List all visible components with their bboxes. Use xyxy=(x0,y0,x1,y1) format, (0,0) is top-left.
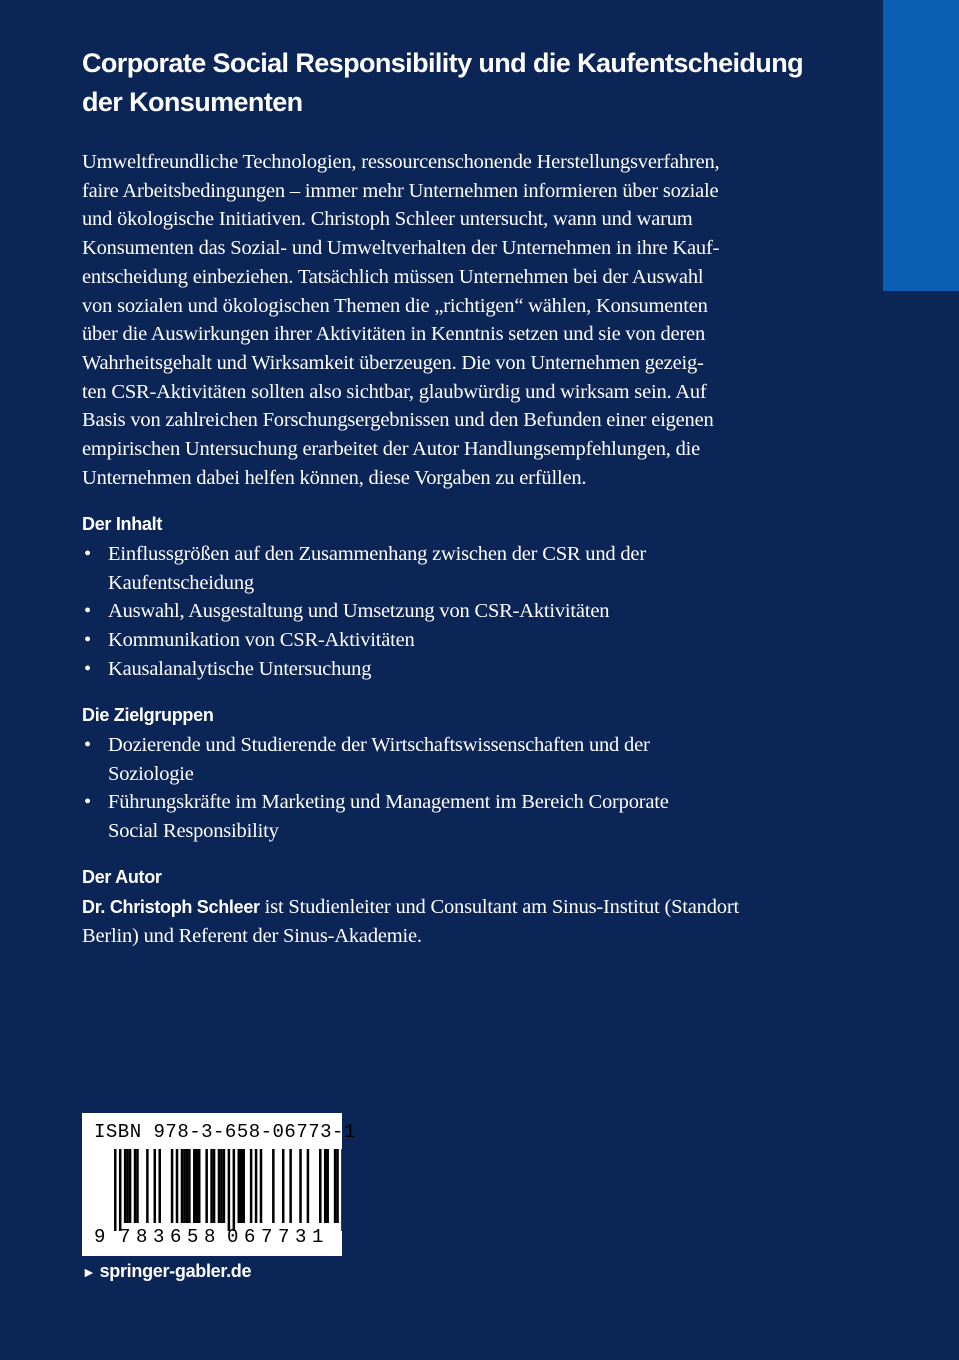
barcode-bar xyxy=(198,1149,201,1223)
barcode-bar xyxy=(218,1149,221,1223)
ean-digit: 7 xyxy=(119,1226,131,1248)
list-item-text: Dozierende und Studierende der Wirtschaftswissenschaften und der xyxy=(108,734,650,756)
list-item-text: Führungskräfte im Marketing und Management im Bereich Corporate xyxy=(108,791,669,814)
abstract-line: entscheidung einbeziehen. Tatsächlich müssen Unternehmen bei der Auswahl xyxy=(82,265,704,288)
list-item-text: Kaufentscheidung xyxy=(108,571,254,594)
ean-digit: 8 xyxy=(204,1226,216,1248)
ean-digit: 8 xyxy=(136,1226,148,1248)
ean-digits xyxy=(82,1226,342,1252)
section-heading: Der Inhalt xyxy=(82,514,163,534)
barcode-bar xyxy=(334,1149,337,1223)
bullet-icon: • xyxy=(84,657,91,680)
abstract-line: von sozialen und ökologischen Themen die „richtigen“ wählen, Konsumenten xyxy=(82,294,708,317)
author-name: Dr. Christoph Schleer xyxy=(82,897,260,917)
barcode-bar xyxy=(196,1149,199,1223)
abstract-line: faire Arbeitsbedingungen – immer mehr Unternehmen informieren über soziale xyxy=(82,179,719,202)
audience-section xyxy=(82,703,822,846)
barcode-bar xyxy=(129,1149,132,1223)
ean-digit: 6 xyxy=(170,1226,182,1248)
contents-section xyxy=(82,512,822,684)
barcode-bar xyxy=(319,1149,322,1223)
ean-digit: 9 xyxy=(94,1226,106,1248)
abstract-line: empirischen Untersuchung erarbeitet der Autor Handlungsempfehlungen, die xyxy=(82,438,701,461)
barcode-bar xyxy=(324,1149,327,1223)
abstract xyxy=(82,148,802,492)
barcode-bar xyxy=(223,1149,226,1223)
list-item-text: Soziologie xyxy=(108,762,194,785)
barcode-bar xyxy=(210,1149,213,1223)
abstract-line: Konsumenten das Sozial- und Umweltverhalten der Unternehmen in ihre Kauf- xyxy=(82,237,720,260)
abstract-line: über die Auswirkungen ihrer Aktivitäten in Kenntnis setzen und sie von deren xyxy=(82,323,706,346)
list-item xyxy=(82,626,822,655)
bullet-icon: • xyxy=(84,629,91,652)
author-bio-line xyxy=(82,893,822,922)
barcode-bar xyxy=(193,1149,196,1223)
bullet-icon: • xyxy=(84,791,91,814)
abstract-line: ten CSR-Aktivitäten sollten also sichtbar, glaubwürdig und wirksam sein. Auf xyxy=(82,380,707,403)
list-item-text: Kommunikation von CSR-Aktivitäten xyxy=(108,629,415,652)
list-item xyxy=(82,655,822,684)
list-item xyxy=(82,540,822,597)
arrow-right-icon: ► xyxy=(82,1264,96,1280)
barcode-bar xyxy=(188,1149,191,1223)
list-item xyxy=(82,597,822,626)
bullet-icon: • xyxy=(84,734,91,756)
barcode-bar xyxy=(134,1149,137,1223)
list-item xyxy=(82,731,822,788)
ean-digit: 6 xyxy=(244,1226,256,1248)
barcode-bar xyxy=(186,1149,189,1223)
author-bio-line: Berlin) und Referent der Sinus-Akademie. xyxy=(82,924,422,947)
abstract-line: Wahrheitsgehalt und Wirksamkeit überzeugen. Die von Unternehmen gezeig- xyxy=(82,351,704,374)
barcode-bar xyxy=(289,1149,292,1223)
barcode-bar xyxy=(326,1149,329,1223)
barcode-bar xyxy=(238,1149,241,1223)
barcode-bar xyxy=(282,1149,285,1223)
section-heading: Der Autor xyxy=(82,867,162,887)
barcode-bar xyxy=(255,1149,258,1223)
list-item-text: Einflussgrößen auf den Zusammenhang zwischen der CSR und der xyxy=(108,543,646,565)
audience-list xyxy=(82,731,822,846)
title-line: der Konsumenten xyxy=(82,87,303,117)
isbn-barcode xyxy=(82,1113,356,1256)
barcode-bar xyxy=(213,1149,216,1223)
list-item-text: Kausalanalytische Untersuchung xyxy=(108,657,372,680)
barcode-guard-bar xyxy=(119,1149,122,1231)
barcode-bar xyxy=(183,1149,186,1223)
barcode-bar xyxy=(154,1149,157,1223)
barcode-bar xyxy=(220,1149,223,1223)
ean-digit: 3 xyxy=(153,1226,165,1248)
barcode-bar xyxy=(171,1149,174,1223)
book-title xyxy=(82,44,862,122)
list-item xyxy=(82,788,822,845)
barcode-bar xyxy=(136,1149,139,1223)
barcode-bar xyxy=(124,1149,127,1223)
publisher-url: springer-gabler.de xyxy=(99,1261,252,1281)
list-item-text: Social Responsibility xyxy=(108,820,279,843)
ean-digit: 1 xyxy=(312,1226,324,1248)
bullet-icon: • xyxy=(84,543,91,565)
list-item-text: Auswahl, Ausgestaltung und Umsetzung von CSR-Aktivitäten xyxy=(108,600,610,623)
accent-bar xyxy=(883,0,959,291)
ean-digit: 7 xyxy=(278,1226,290,1248)
abstract-line: Umweltfreundliche Technologien, ressourcenschonende Herstellungsverfahren, xyxy=(82,151,720,173)
barcode-bar xyxy=(242,1149,245,1223)
barcode-bar xyxy=(126,1149,129,1223)
barcode-bar xyxy=(146,1149,149,1223)
isbn-number: ISBN 978-3-658-06773-1 xyxy=(94,1121,356,1143)
barcode-bar xyxy=(299,1149,302,1223)
bullet-icon: • xyxy=(84,600,91,623)
author-section xyxy=(82,865,822,950)
ean-digit: 5 xyxy=(187,1226,199,1248)
abstract-line: Basis von zahlreichen Forschungsergebnissen und den Befunden einer eigenen xyxy=(82,409,714,432)
publisher-link[interactable] xyxy=(82,1261,251,1282)
barcode-bar xyxy=(205,1149,208,1223)
ean-digit: 3 xyxy=(295,1226,307,1248)
ean-digit: 7 xyxy=(261,1226,273,1248)
barcode-guard-bar xyxy=(341,1149,342,1231)
abstract-line: und ökologische Initiativen. Christoph Schleer untersucht, wann und warum xyxy=(82,208,693,231)
barcode-bar xyxy=(336,1149,339,1223)
ean-digit: 0 xyxy=(227,1226,239,1248)
barcode-bar xyxy=(158,1149,161,1223)
title-line: Corporate Social Responsibility und die Kaufentscheidung xyxy=(82,48,803,78)
barcode-bar xyxy=(176,1149,179,1223)
barcode-bar xyxy=(272,1149,275,1223)
barcode-bar xyxy=(307,1149,310,1223)
barcode-guard-bar xyxy=(228,1149,231,1231)
barcode-guard-bar xyxy=(114,1149,117,1231)
barcode-bar xyxy=(181,1149,184,1223)
section-heading: Die Zielgruppen xyxy=(82,705,214,725)
barcode-guard-bar xyxy=(233,1149,236,1231)
abstract-line: Unternehmen dabei helfen können, diese Vorgaben zu erfüllen. xyxy=(82,466,587,489)
author-bio-text: ist Studienleiter und Consultant am Sinus-Institut (Standort xyxy=(259,896,739,918)
barcode-bar xyxy=(250,1149,253,1223)
contents-list xyxy=(82,540,822,684)
barcode-bar xyxy=(260,1149,263,1223)
author-bio xyxy=(82,893,822,950)
barcode-bar xyxy=(240,1149,243,1223)
